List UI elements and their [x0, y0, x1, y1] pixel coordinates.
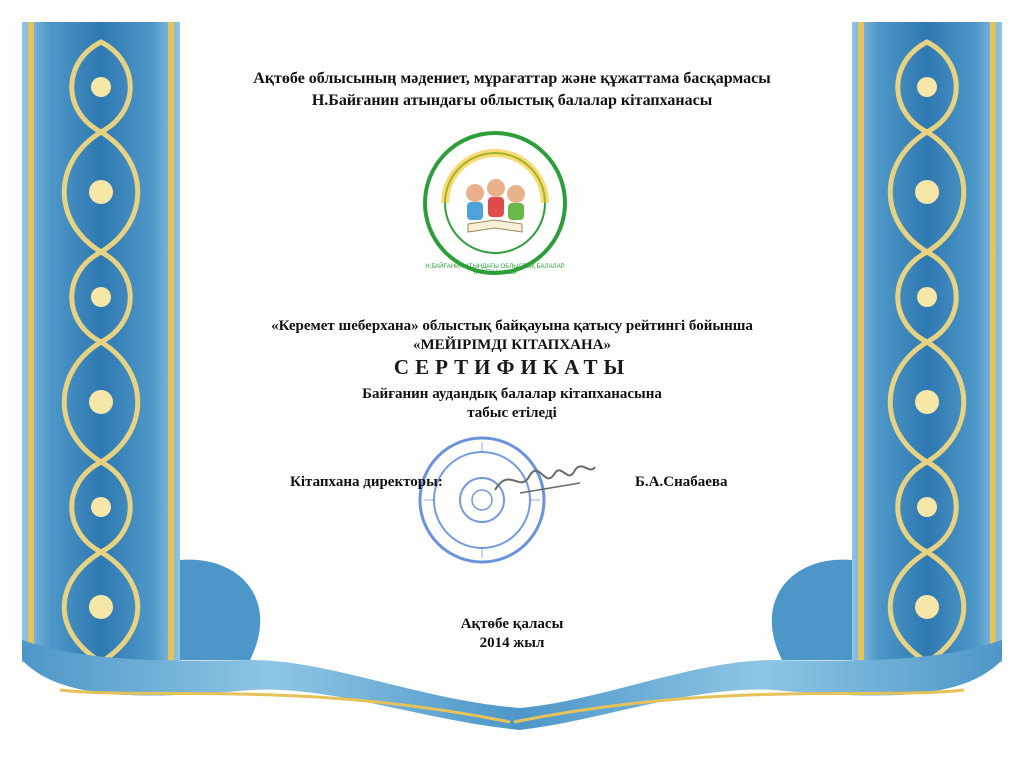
header-line-1: Ақтөбе облысының мәдениет, мұрағаттар және құжаттама басқармасы: [253, 70, 771, 87]
signatory-name: Б.А.Снабаева: [635, 474, 728, 490]
presented-line: табыс етіледі: [467, 405, 557, 421]
footer-city: Ақтөбе қаласы: [460, 616, 564, 632]
logo-ring-text: Н.БАЙҒАНИН АТЫНДАҒЫ ОБЛЫСТЫҚ БАЛАЛАР КІТАПХАНАСЫ: [425, 264, 565, 276]
award-name: «МЕЙІРІМДІ КІТАПХАНА»: [413, 337, 611, 353]
footer-year: 2014 жыл: [479, 635, 545, 651]
header-line-2: Н.Байғанин атындағы облыстық балалар кітапханасы: [311, 92, 713, 109]
recipient-line: Байғанин аудандық балалар кітапханасына: [362, 386, 662, 402]
certificate-title: СЕРТИФИКАТЫ: [393, 355, 631, 379]
signature-role: Кітапхана директоры:: [290, 474, 443, 490]
contest-line: «Керемет шеберхана» облыстық байқауына қатысу рейтингі бойынша: [271, 318, 753, 334]
handwritten-signature: [490, 455, 600, 505]
logo-emblem: [420, 128, 570, 278]
library-logo: [420, 128, 570, 278]
